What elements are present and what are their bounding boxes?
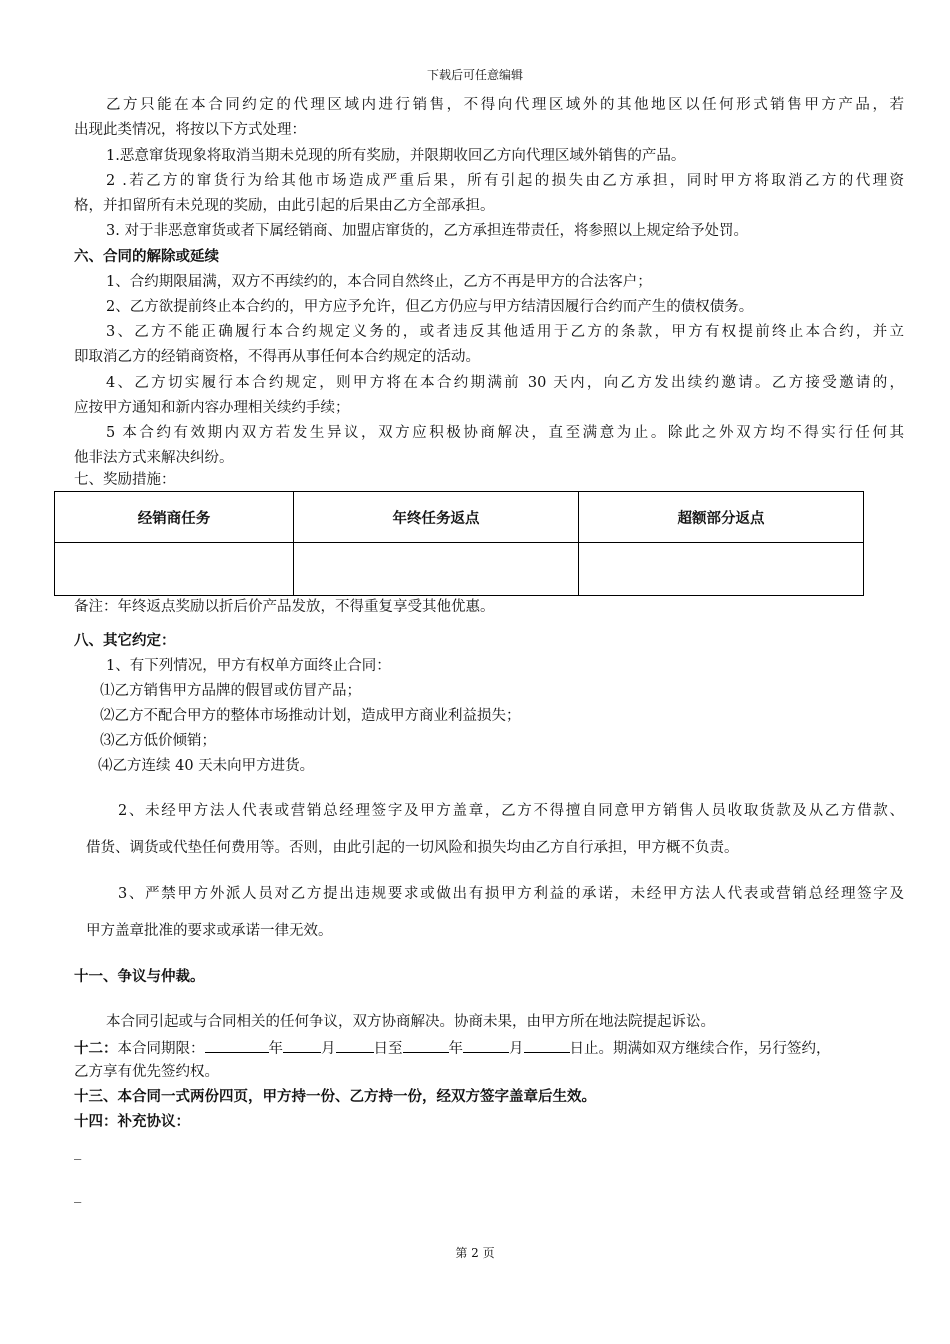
list-item: ⑶乙方低价倾销；: [100, 733, 216, 749]
paragraph-line: 应按甲方通知和新内容办理相关续约手续；: [74, 400, 350, 416]
section-heading-8: 八、其它约定：: [74, 633, 176, 649]
blank-field: [283, 1038, 321, 1053]
blank-line: _: [74, 1187, 82, 1203]
paragraph-line: 本合同引起或与合同相关的任何争议，双方协商解决。协商未果，由甲方所在地法院提起诉讼。: [106, 1014, 715, 1030]
list-item: 1、有下列情况，甲方有权单方面终止合同：: [106, 658, 391, 674]
section-label-12: 十二：: [74, 1041, 118, 1057]
paragraph-line: 2、乙方欲提前终止本合约的，甲方应予允许，但乙方仍应与甲方结清因履行合约而产生的债权债务。: [106, 299, 754, 315]
section-heading-11: 十一、争议与仲裁。: [74, 969, 205, 985]
list-item: ⑴乙方销售甲方品牌的假冒或仿冒产品；: [100, 683, 361, 699]
term-unit: 月: [321, 1041, 336, 1057]
paragraph-line: 即取消乙方的经销商资格，不得再从事任何本合约规定的活动。: [74, 349, 480, 365]
contract-term-line: [74, 1038, 831, 1058]
paragraph-line: 借货、调货或代垫任何费用等。否则，由此引起的一切风险和损失均由乙方自行承担，甲方概不负责。: [86, 840, 739, 856]
section-heading-13: 十三、本合同一式两份四页，甲方持一份、乙方持一份，经双方签字盖章后生效。: [74, 1089, 596, 1105]
paragraph-line: 3. 对于非恶意窜货或者下属经销商、加盟店窜货的，乙方承担连带责任，将参照以上规定给予处罚。: [106, 223, 748, 239]
table-header-cell: 经销商任务: [55, 492, 294, 543]
blank-field: [205, 1038, 269, 1053]
term-unit: 年: [268, 1041, 283, 1057]
table-header-cell: 年终任务返点: [294, 492, 579, 543]
table-cell: [294, 543, 579, 596]
paragraph-line: 甲方盖章批准的要求或承诺一律无效。: [86, 923, 333, 939]
term-unit: 日至: [373, 1041, 403, 1057]
blank-field: [524, 1038, 570, 1053]
blank-field: [463, 1038, 509, 1053]
list-item: ⑷乙方连续 40 天未向甲方进货。: [98, 758, 315, 774]
page-header: 下载后可任意编辑: [426, 68, 523, 82]
paragraph-line: 乙方享有优先签约权。: [74, 1064, 219, 1080]
blank-line: _: [74, 1144, 82, 1160]
paragraph-line: 出现此类情况，将按以下方式处理：: [74, 122, 306, 138]
term-unit: 日止。期满如双方继续合作，另行签约，: [569, 1041, 831, 1057]
paragraph-line: 1、合约期限届满，双方不再续约的，本合同自然终止，乙方不再是甲方的合法客户；: [106, 274, 652, 290]
blank-field: [336, 1038, 374, 1053]
paragraph-line: 乙方只能在本合同约定的代理区域内进行销售，不得向代理区域外的其他地区以任何形式销售甲方产品，若: [106, 97, 904, 113]
term-unit: 月: [509, 1041, 524, 1057]
paragraph-line: 5 本合约有效期内双方若发生异议，双方应积极协商解决，直至满意为止。除此之外双方均不得实行任何其: [106, 425, 904, 441]
paragraph-line: 他非法方式来解决纠纷。: [74, 450, 234, 466]
table-header-cell: 超额部分返点: [579, 492, 864, 543]
table-note: 备注：年终返点奖励以折后价产品发放，不得重复享受其他优惠。: [74, 599, 495, 615]
paragraph-line: 2、未经甲方法人代表或营销总经理签字及甲方盖章，乙方不得擅自同意甲方销售人员收取货款及从乙方借款、: [118, 803, 904, 819]
section-heading-7: 七、奖励措施：: [74, 472, 176, 488]
paragraph-line: 4、乙方切实履行本合约规定，则甲方将在本合约期满前 30 天内，向乙方发出续约邀请。乙方接受邀请的，: [106, 375, 904, 391]
section-heading-14: 十四：补充协议：: [74, 1114, 190, 1130]
term-prefix: 本合同期限：: [117, 1041, 205, 1057]
table-cell: [55, 543, 294, 596]
table-row: [55, 543, 864, 596]
table-header-row: [55, 492, 864, 543]
paragraph-line: 1.恶意窜货现象将取消当期未兑现的所有奖励，并限期收回乙方向代理区域外销售的产品。: [106, 148, 686, 164]
paragraph-line: 格，并扣留所有未兑现的奖励，由此引起的后果由乙方全部承担。: [74, 198, 495, 214]
paragraph-line: 3、乙方不能正确履行本合约规定义务的，或者违反其他适用于乙方的条款，甲方有权提前终止本合约，并立: [106, 324, 904, 340]
paragraph-line: 3、严禁甲方外派人员对乙方提出违规要求或做出有损甲方利益的承诺，未经甲方法人代表或营销总经理签字及: [118, 886, 904, 902]
list-item: ⑵乙方不配合甲方的整体市场推动计划，造成甲方商业利益损失；: [100, 708, 521, 724]
term-unit: 年: [448, 1041, 463, 1057]
page-number: 第 2 页: [455, 1246, 495, 1260]
reward-table: [54, 491, 864, 596]
blank-field: [403, 1038, 449, 1053]
paragraph-line: 2 .若乙方的窜货行为给其他市场造成严重后果，所有引起的损失由乙方承担，同时甲方将取消乙方的代理资: [106, 173, 904, 189]
section-heading-6: 六、合同的解除或延续: [74, 249, 219, 265]
table-cell: [579, 543, 864, 596]
